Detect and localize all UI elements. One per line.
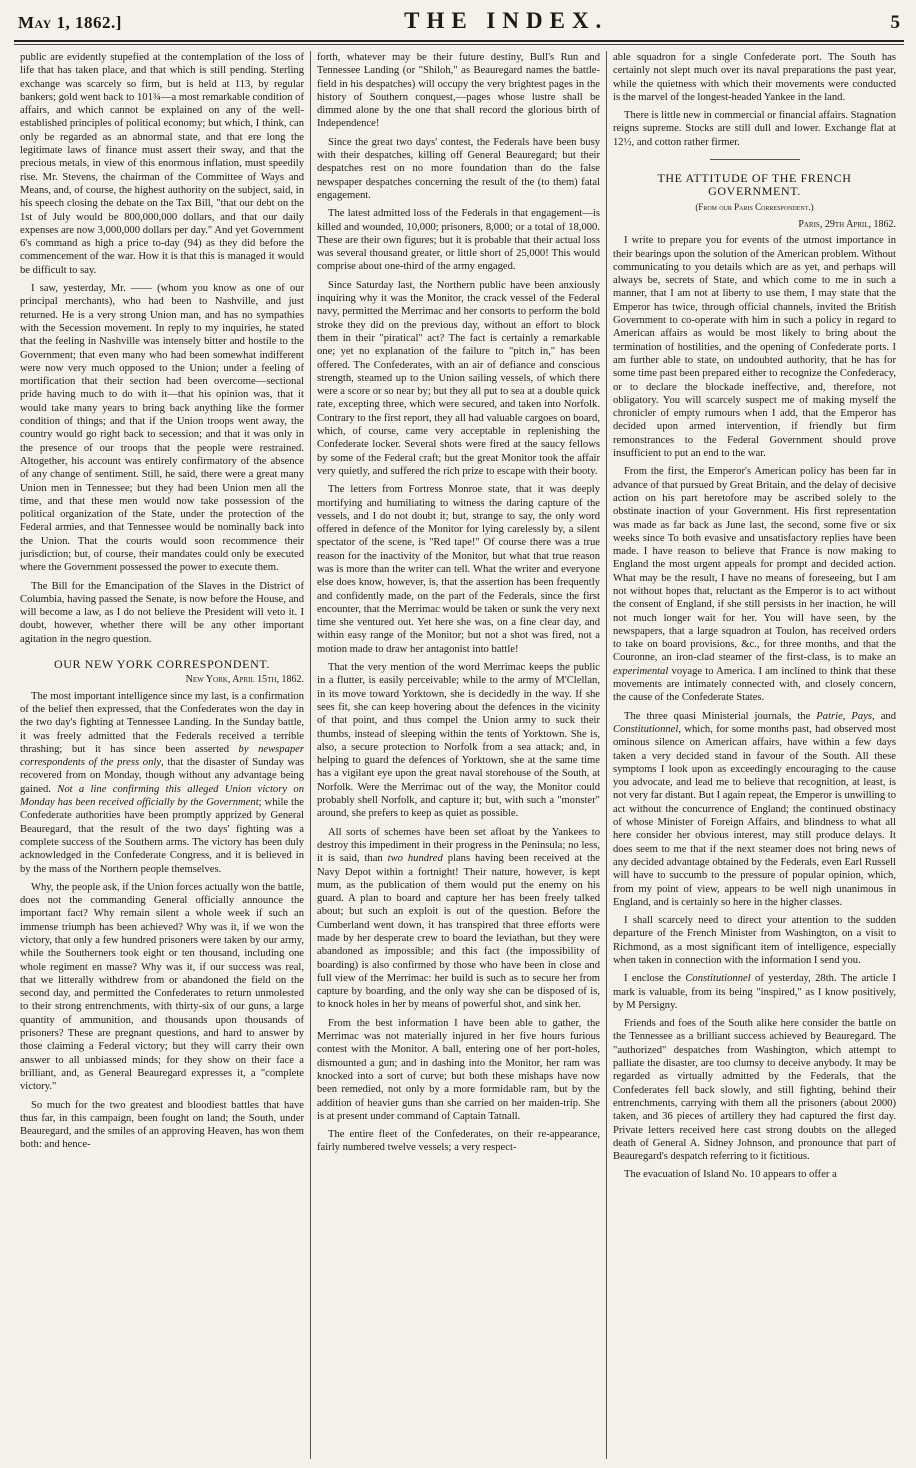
text-run: voyage to America. I am inclined to think that these movements are intimately connected with, and closely concern, the cause of the Confederate States.	[613, 665, 896, 704]
paragraph: forth, whatever may be their future destiny, Bull's Run and Tennessee Landing (or "Shiloh," as Beauregard names the battle-field in his despatches) will occupy the very brightest pages in the history of Southern conquest,—pages whose lustre shall be dimmed alone by the one that shall record the glorious birth of Independence!	[317, 52, 600, 130]
paragraph: The entire fleet of the Confederates, on their re-appearance, fairly numbered twelve vessels; a very respect-	[317, 1129, 600, 1154]
text-run: All sorts of schemes have been set afloat by the Yankees to destroy this impediment in their progress in the Peninsula; no less, it is said, than	[317, 826, 600, 865]
text-run: , that the disaster of Sunday was recovered from on Monday, though without any advantage being gained.	[20, 757, 304, 795]
paragraph: I write to prepare you for events of the utmost importance in their bearings upon the solution of the American problem. Without communicating to you details which are as yet, and perhaps will always be, secrets of State, and which come to me in such a manner, that I am not at liberty to use them, I may state that the Emperor has twice, through official channels, invited the British Government to co-operate with him in such a policy in regard to American affairs as would be most likely to bring about the termination of hostilities, and the opening of Confederate ports. I am further able to state, on undoubted authority, that he has for some time past been prepared either to recognize the Confederacy, or to declare the blockade ineffective, and, therefore, not obligatory. You will scarcely suspect me of making myself the chronicler of empty rumours when I add, that the Emperor has decided upon armed intervention, if friendly but firm remonstrances to the Federal Government should prove insufficient to put an end to the war.	[613, 235, 896, 460]
italic-run: experimental	[613, 665, 669, 677]
italic-run: Constitutionnel	[613, 723, 679, 735]
paragraph: I saw, yesterday, Mr. —— (whom you know as one of our principal merchants), who had been to Nashville, and just returned. He is a very strong Union man, and has no sympathies with the Secession movement. In reply to my inquiries, he stated that the feeling in Nashville was intensely bitter and hostile to the Government; that even many who had been somewhat indifferent were now very much opposed to the Union; under a feeling of mortification that their section had been overcome—sectional pride having much to do with it—that his opinion was, that it would take many years to bring back anything like the former condition of things; and that if the Union troops went away, the country would go right back to secession; and that it was only in the presence of our troops that the people were restrained. Altogether, his account was entirely confirmatory of the absence of any change of sentiment. Still, he said, there were a great many Union men in Tennessee; but they had been Union men all the time, and that these men would now take possession of the political organization of the State, under the protection of the Federal armies, and that Tennessee would be nominally back into the Union. That the courts would soon recommence their jurisdiction; but, of course, their mandates could only be executed where the Government possessed the power to execute them.	[20, 283, 304, 574]
text-run: The most important intelligence since my last, is a confirmation of the belief then expressed, that the Confederates won the day in the two day's fighting at Tennessee Landing. In the Sunday battle, it was freely admitted that the Federals received a terrible thrashing; but it has since been asserted	[20, 690, 304, 755]
section-title-new-york: OUR NEW YORK CORRESPONDENT.	[54, 657, 270, 672]
section-divider	[710, 159, 800, 160]
italic-run: by newspaper correspondents of the press only	[20, 743, 304, 769]
paragraph	[613, 972, 896, 1012]
section-title-french-government: THE ATTITUDE OF THE FRENCH GOVERNMENT.	[657, 171, 852, 199]
paragraph	[20, 690, 304, 876]
paragraph: There is little new in commercial or financial affairs. Stagnation reigns supreme. Stocks are still dull and lower. Exchange flat at 12½, and cotton rather firmer.	[613, 110, 896, 148]
column-3	[606, 51, 902, 1459]
text-run: The three quasi Ministerial journals, the	[624, 710, 817, 722]
paragraph: The letters from Fortress Monroe state, that it was deeply mortifying and humiliating to witness the daring capture of the vessels, and I do not doubt it; but, strange to say, the only word offered in defence of the Monitor for lying carelessly by, a silent spectator of the scene, is "Red tape!" Of course there was a true reason for the inactivity of the Monitor, but what that true reason was is more than the writer can tell. What the writer and everyone else does know, however, is, that the assertion has been frequently and confidently made, on the part of the Federals, since the first encounter, that the Merrimac would be taken or sunk the very next time she ventured out. Yet here she was, on a fine clear day, and within easy range of the Monitor; but not a shot was fired, not a motion made to draw her antagonist into battle!	[317, 484, 600, 655]
paragraph	[613, 710, 896, 909]
column-2	[310, 51, 606, 1459]
issue-date: May 1, 1862.]	[18, 13, 122, 32]
paragraph: That the very mention of the word Merrimac keeps the public in a flutter, is easily perceivable; while to the army of M'Clellan, in its move toward Yorktown, she is decidedly in the way. If she sees fit, she can keep hovering about the defences in the vicinity of that point, and thus compel the Union army to suck their thumbs, instead of sleeping within the tents of Yorktown. She is, also, a secure protection to Norfolk from a sea attack; and, in helping to guard the defences of Yorktown, she at the same time has a vigilant eye upon the great naval storehouse of the South, at Norfolk. Were the Merrimac out of the way, the Monitor could probably shell Norfolk, and capture it; but, with such a "monster" around, she prefers to keep as quiet as possible.	[317, 662, 600, 820]
masthead	[14, 8, 904, 42]
newspaper-title: THE INDEX.	[404, 8, 609, 33]
paragraph	[613, 465, 896, 704]
paragraph: I shall scarcely need to direct your attention to the sudden departure of the French Minister from Washington, on a visit to Richmond, as a most significant item of intelligence, especially when taken in connection with the information I send you.	[613, 915, 896, 966]
paragraph	[317, 826, 600, 1012]
dateline-new-york: New York, April 15th, 1862.	[185, 674, 304, 686]
italic-run: Not a line confirming this alleged Union victory on Monday has been received officially by the Government	[20, 783, 304, 809]
columns	[14, 51, 904, 1459]
paragraph: able squadron for a single Confederate port. The South has certainly not slept much over its naval preparations the past year, while the quietness with which their movements were conducted is the marvel of the longest-headed Yankee in the land.	[613, 52, 896, 103]
text-run: , which, for some months past, had observed most ominous silence on American affairs, have within a few days taken a very decided stand in favour of the South. All these symptoms I look upon as exceedingly encouraging to the cause you advocate, and lead me to believe that recognition, at least, is not very far distant. But I again repeat, the Emperor is unwilling to act without the concurrence of England; the continued obstinacy of whose Minister of Foreign Affairs, and blindness to what all here consider her obvious interest, may still produce delays. It does seem to me that if the next steamer does not bring news of any decided advantage obtained by the Federals, even Earl Russell will have to succumb to the pressure of popular opinion, which, from my point of view, appears to be well nigh unanimous in England, and is certainly so here in the higher classes.	[613, 723, 897, 908]
italic-run: Patrie, Pays,	[816, 710, 875, 722]
paragraph: Since the great two days' contest, the Federals have been busy with their despatches, killing off General Beauregard; but their despatches rest on no more foundation than do the false newspaper despatches concerning the result of the (to them) fatal engagement.	[317, 136, 600, 201]
paragraph: The evacuation of Island No. 10 appears to offer a	[624, 1169, 837, 1181]
paragraph: Since Saturday last, the Northern public have been anxiously inquiring why it was the Monitor, the crack vessel of the Federal navy, permitted the Merrimac and her consorts to perform the bold stroke they did on the previous day, without an effort to block them in their "piratical" act? The fact is certainly a remarkable one; yet no explanation of the failure to "pitch in," has been offered. The Confederates, with an air of defiance and conscious strength, steamed up to the Union sailing vessels, of which there were a score or so near by; but they all put to sea at a double quick rate, excepting three, which were secured, and taken into Norfolk. Contrary to the first report, they all had valuable cargoes on board, which, of course, came very acceptable in replenishing the Confederate locker. Several shots were fired at the saucy fellows by some of the Federal craft; but the great Monitor took the affair very quietly, and suffered the rich prize to escape with their booty.	[317, 279, 600, 477]
text-run: of yesterday, 28th. The article I mark is valuable, from its being "inspired," as I know positively, by M Persigny.	[613, 973, 896, 1011]
text-run: ; while the Confederate authorities have been promptly apprized by General Beauregard, that the result of the two days' fighting was a complete success of the Southern arms. The victory has been duly acknowledged in the Confederate Congress, and it is believed in by the mass of the Northern people themselves.	[20, 797, 304, 875]
paragraph: Why, the people ask, if the Union forces actually won the battle, does not the commanding General officially announce the important fact? Why remain silent a whole week if such an immense triumph has been achieved? Why was it, if we won the victory, that only a few hundred prisoners were taken by our army, while the Southerners took eight or ten thousand, including one whole regiment en masse? Why was it, if our success was real, that we litterally withdrew from or abandoned the field on the second day, and permitted the Confederates to return unmolested to their strong entrenchments, with thirty-six of our guns, a large quantity of ammunition, and thousands upon thousands of prisoners? These are pregnant questions, and hard to answer by those claiming a Federal victory; but they will carry their own answer to all unbiassed minds; for they show on their face a brilliant, and, as General Beauregard expresses it, a "complete victory."	[20, 881, 304, 1093]
column-1	[14, 51, 310, 1459]
italic-run: Constitutionnel	[685, 973, 751, 985]
text-run: and	[874, 710, 896, 722]
paragraph: Friends and foes of the South alike here consider the battle on the Tennessee as a brilliant success achieved by Beauregard. The "authorized" despatches from Washington, which attempt to palliate the disaster, are too clumsy to deceive anybody. It may be regarded as virtually admitted by the Federals, that the Confederates fell back slowly, and still fighting, behind their entrenchments, carrying with them all the prisoners (about 2000) taken, and 36 pieces of artillery they had captured the first day. Private letters received here cast strong doubts on the alleged death of General A. Sidney Johnson, and pronounce that part of Beauregard's despatch referring to it fictitious.	[613, 1018, 896, 1163]
paragraph: The latest admitted loss of the Federals in that engagement—is killed and wounded, 10,000; prisoners, 8,000; or a total of 18,000. These are their own figures; but it is probable that their actual loss was several thousand greater, or little short of 25,000! This would comprise about one-third of the army engaged.	[317, 208, 600, 273]
paragraph: The Bill for the Emancipation of the Slaves in the District of Columbia, having passed the Senate, is now before the House, and will become a law, as I do not believe the President will veto it. I doubt, however, whether there will be any other important agitation in the negro question.	[20, 580, 304, 645]
paragraph: From the best information I have been able to gather, the Merrimac was not materially injured in her five hours furious contest with the Monitor. A ball, entering one of her port-holes, dismounted a gun; and in dashing into the Monitor, her ram was knocked into a sort of curve; but both these mishaps have now been remedied, not only by a more formidable ram, but by the addition of heavier guns than she carried on her maiden-trip. She is at present under command of Captain Tatnall.	[317, 1017, 600, 1122]
dateline-paris: Paris, 29th April, 1862.	[798, 218, 896, 230]
section-subtitle: (From our Paris Correspondent.)	[695, 201, 814, 212]
masthead-rule	[14, 44, 904, 45]
text-run: I enclose the	[624, 973, 686, 985]
page-number: 5	[890, 12, 900, 33]
italic-run: two hundred	[387, 853, 443, 865]
text-run: From the first, the Emperor's American policy has been far in advance of that pursued by Great Britain, and the delay of decisive action on his part heretofore may be ascribed solely to the obstinate inaction of your Government. His first representation was made as far back as June last, the second, some five or six weeks since To both evasive and unsatisfactory replies have been made. I have reason to believe that France is now making to England the most urgent appeals for prompt and decided action. What may be the result, I have no means of foreseeing, but I am not without hopes that, reluctant as the Emperor is to act without the consent of England, if she still persists in her inaction, he will not much longer wait for her. You will have seen, by the newspapers, that a large squadron at Toulon, has received orders to take on board provisions, &c., for three months, and that the Couronne, an iron-clad steamer of the first-class, is to make an	[613, 466, 896, 664]
paragraph: So much for the two greatest and bloodiest battles that have thus far, in this campaign, been fought on land; the South, under Beauregard, and the smiles of an approving Heaven, has won them both: and hence-	[20, 1099, 304, 1151]
text-run: plans having been received at the Navy Depot within a fortnight! Their nature, however, is kept mum, as the publication of them would put the enemy on his guard. A plan to board and capture her has been freely talked about; but such an exploit is out of the question. Before the Cumberland went down, it has transpired that three efforts were made by her desperate crew to board the leviathan, but they were abandoned as impossible; and this fact (the impossibility of boarding) is also confirmed by those who have been in close and full view of the Merrimac: her build is such as to secure her from capture by boarding, and the only way she can be disposed of is, to knock holes in her by means of powerful shot, and sink her.	[317, 853, 601, 1011]
paragraph: public are evidently stupefied at the contemplation of the loss of life that has taken place, and that which is still pending. Sterling exchange was scarcely so firm, but is held at 113, by regular bankers; gold went back to 101¾—a most remarkable condition of affairs, and which cannot be explained on any of the well-established principles of political economy; but which, I think, can only be regarded as an abnormal state, and that ere long the legitimate laws of finance must assert their sway, and that the precious metals, in view of this enormous inflation, must speedily rise. Mr. Stevens, the chairman of the Committee of Ways and Means, and, of course, the highest authority on the subject, said, in his speech closing the debate on the Tax Bill, "that our debt on the 1st of July would be 800,000,000 dollars, and that our daily expenses are now 3,000,000 dollars per day." And yet Government 6's command as high a price to-day (94) as they did before the commencement of the war. How it is that this is managed it would be difficult to say.	[20, 52, 304, 276]
